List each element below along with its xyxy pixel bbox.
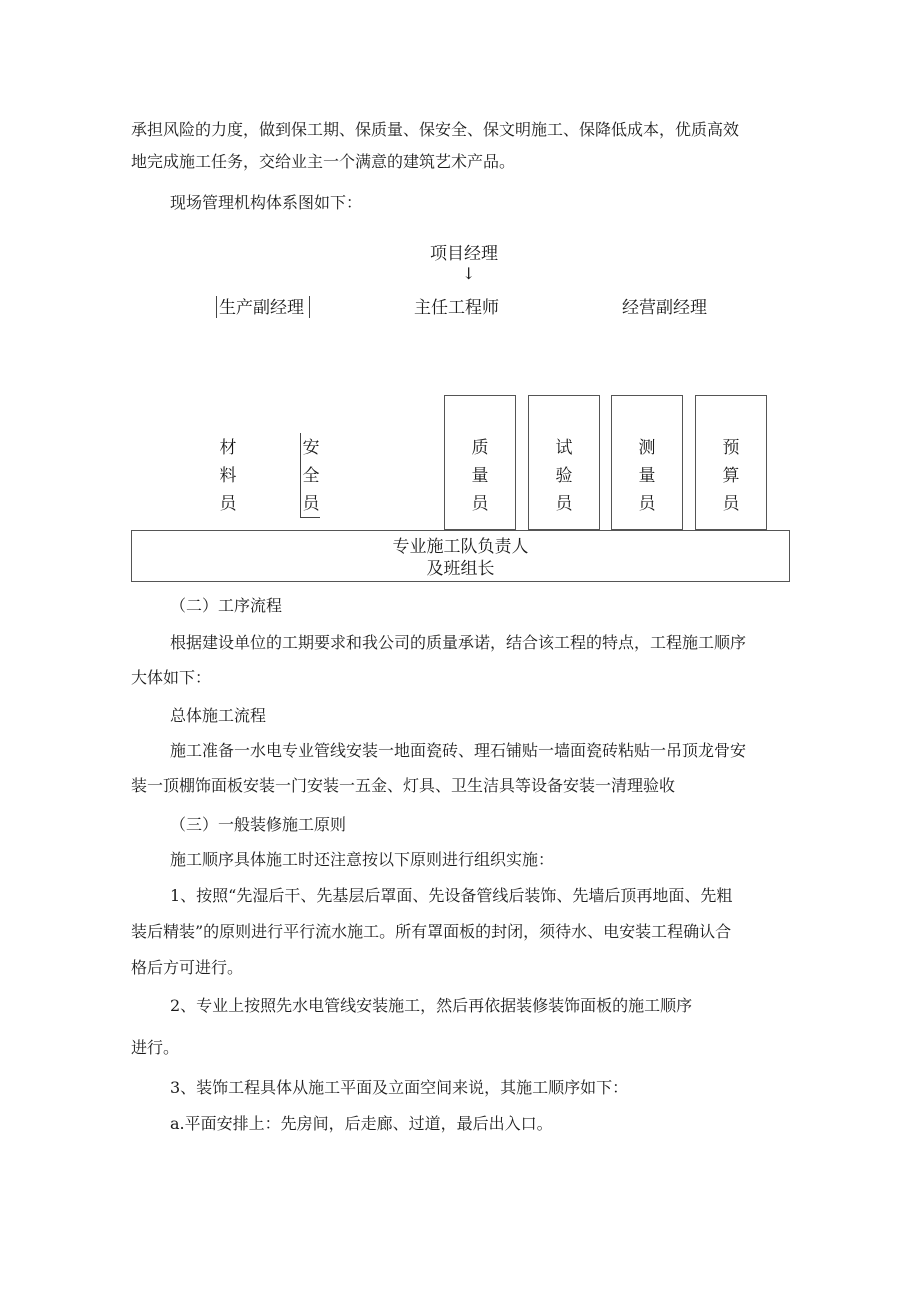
org-node-safety-officer: 安全员 xyxy=(302,438,320,514)
bracket-line xyxy=(216,296,217,318)
paragraph-line: 进行。 xyxy=(131,1038,180,1057)
org-box-survey xyxy=(611,395,683,530)
org-box-lab xyxy=(528,395,600,530)
paragraph-line: 2、专业上按照先水电管线安装施工，然后再依据装修装饰面板的施工顺序 xyxy=(170,996,693,1015)
paragraph-line: 总体施工流程 xyxy=(170,706,267,725)
section-heading: （二）工序流程 xyxy=(170,596,283,615)
org-node-surveyor: 测量员 xyxy=(638,438,656,514)
paragraph-line: 施工顺序具体施工时还注意按以下原则进行组织实施： xyxy=(170,850,555,869)
bracket-line xyxy=(309,296,310,318)
paragraph-line: a.平面安排上：先房间，后走廊、过道，最后出入口。 xyxy=(170,1114,553,1133)
org-box-quality xyxy=(444,395,516,530)
paragraph-line: 格后方可进行。 xyxy=(131,958,244,977)
arrow-down-icon: ↓ xyxy=(462,264,476,283)
org-node-project-manager: 项目经理 xyxy=(430,244,498,264)
org-node-estimator: 预算员 xyxy=(722,438,740,514)
org-node-team-leader-line1: 专业施工队负责人 xyxy=(392,537,529,557)
org-node-quality-inspector: 质量员 xyxy=(471,438,489,514)
org-node-materials-clerk: 材料员 xyxy=(219,438,237,514)
section-heading: （三）一般装修施工原则 xyxy=(170,815,347,834)
paragraph-line: 1、按照“先湿后干、先基层后罩面、先设备管线后装饰、先墙后顶再地面、先粗 xyxy=(170,886,733,905)
paragraph-line: 地完成施工任务，交给业主一个满意的建筑艺术产品。 xyxy=(131,152,516,171)
org-node-chief-engineer: 主任工程师 xyxy=(414,298,499,318)
paragraph-line: 根据建设单位的工期要求和我公司的质量承诺，结合该工程的特点，工程施工顺序 xyxy=(170,633,747,652)
org-node-production-deputy: 生产副经理 xyxy=(219,298,304,318)
paragraph-line: 施工准备一水电专业管线安装一地面瓷砖、理石铺贴一墙面瓷砖粘贴一吊顶龙骨安 xyxy=(170,741,747,760)
paragraph-line: 3、装饰工程具体从施工平面及立面空间来说，其施工顺序如下： xyxy=(170,1078,629,1097)
paragraph-line: 承担风险的力度，做到保工期、保质量、保安全、保文明施工、保降低成本，优质高效 xyxy=(131,120,740,139)
paragraph-line: 装后精装”的原则进行平行流水施工。所有罩面板的封闭，须待水、电安装工程确认合 xyxy=(131,922,732,941)
org-box-estimate xyxy=(695,395,767,530)
org-node-team-leader-line2: 及班组长 xyxy=(426,559,495,579)
paragraph-line: 现场管理机构体系图如下： xyxy=(170,193,363,212)
org-box-team-leader xyxy=(131,530,790,582)
org-node-business-deputy: 经营副经理 xyxy=(622,298,707,318)
paragraph-line: 装一顶棚饰面板安装一门安装一五金、灯具、卫生洁具等设备安装一清理验收 xyxy=(131,776,676,795)
paragraph-line: 大体如下： xyxy=(131,668,212,687)
org-node-lab-technician: 试验员 xyxy=(555,438,573,514)
